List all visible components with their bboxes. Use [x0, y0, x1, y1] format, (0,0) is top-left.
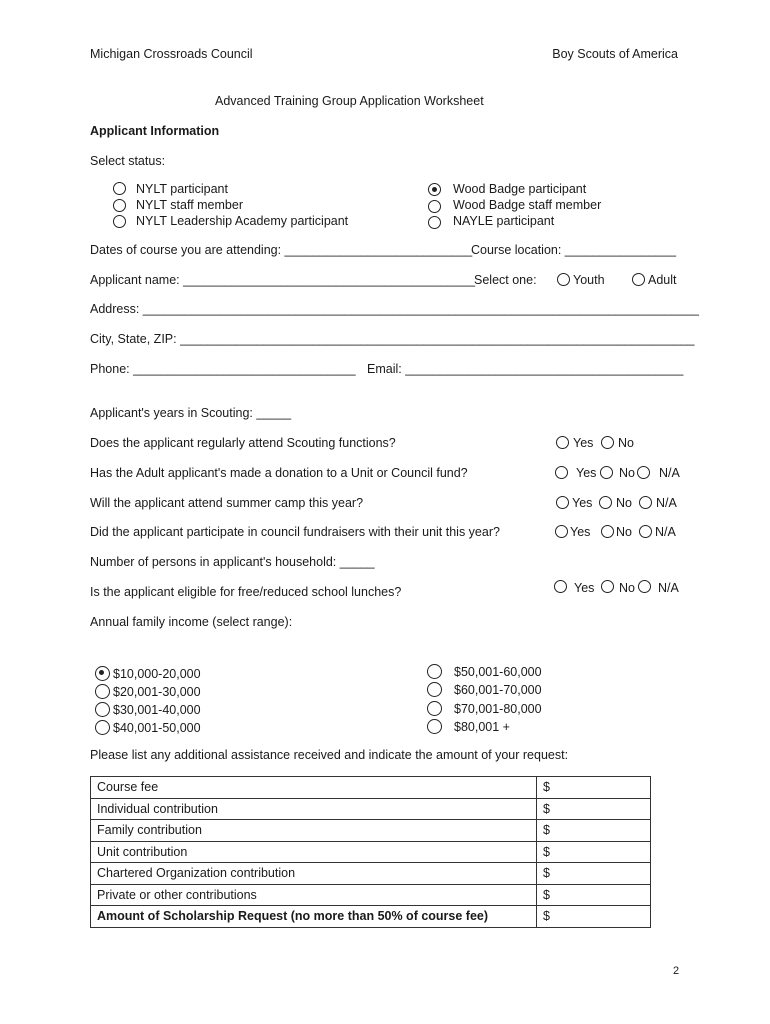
status-label-nylt-academy: NYLT Leadership Academy participant — [136, 214, 349, 228]
income-label-20001-30000: $20,001-30,000 — [113, 685, 201, 699]
row-label-course-fee: Course fee — [91, 777, 537, 799]
q1-yes-radio[interactable] — [556, 436, 569, 449]
income-radio-20001-30000[interactable] — [95, 684, 110, 699]
amount-private[interactable]: $ — [537, 884, 651, 906]
status-label-wood-badge-participant: Wood Badge participant — [453, 182, 587, 196]
youth-label: Youth — [573, 273, 605, 287]
q4-na-radio[interactable] — [639, 525, 652, 538]
question-fundraisers: Did the applicant participate in council fundraisers with their unit this year? — [90, 525, 500, 539]
row-label-individual: Individual contribution — [91, 798, 537, 820]
applicant-name-field[interactable]: Applicant name: __________________________________________ — [90, 273, 476, 287]
adult-label: Adult — [648, 273, 677, 287]
header-bsa: Boy Scouts of America — [552, 47, 678, 61]
status-label-nayle: NAYLE participant — [453, 214, 555, 228]
income-label-10000-20000: $10,000-20,000 — [113, 667, 201, 681]
status-radio-nylt-staff[interactable] — [113, 199, 126, 212]
amount-individual[interactable]: $ — [537, 798, 651, 820]
income-label-60001-70000: $60,001-70,000 — [454, 683, 542, 697]
income-label-80001-plus: $80,001 + — [454, 720, 510, 734]
table-row — [91, 820, 651, 842]
q4-yes-radio[interactable] — [555, 525, 568, 538]
status-radio-nylt-participant[interactable] — [113, 182, 126, 195]
q3-na-radio[interactable] — [639, 496, 652, 509]
question-lunches: Is the applicant eligible for free/reduced school lunches? — [90, 585, 402, 599]
amount-unit[interactable]: $ — [537, 841, 651, 863]
q4-yes-label: Yes — [570, 525, 591, 539]
table-row-total — [91, 906, 651, 928]
table-row — [91, 777, 651, 799]
income-radio-70001-80000[interactable] — [427, 701, 442, 716]
q2-no-label: No — [619, 466, 635, 480]
status-radio-wood-badge-participant[interactable] — [428, 183, 441, 196]
income-label-50001-60000: $50,001-60,000 — [454, 665, 542, 679]
status-prompt: Select status: — [90, 154, 166, 168]
income-radio-10000-20000[interactable] — [95, 666, 110, 681]
q2-no-radio[interactable] — [600, 466, 613, 479]
income-radio-80001-plus[interactable] — [427, 719, 442, 734]
income-radio-40001-50000[interactable] — [95, 720, 110, 735]
status-label-wood-badge-staff: Wood Badge staff member — [453, 198, 602, 212]
dates-field[interactable]: Dates of course you are attending: ___________________________ — [90, 243, 473, 257]
q5-na-radio[interactable] — [638, 580, 651, 593]
q5-yes-radio[interactable] — [554, 580, 567, 593]
q3-na-label: N/A — [656, 496, 677, 510]
q5-na-label: N/A — [658, 581, 679, 595]
q2-na-label: N/A — [659, 466, 680, 480]
income-radio-30001-40000[interactable] — [95, 702, 110, 717]
row-label-unit: Unit contribution — [91, 841, 537, 863]
location-field[interactable]: Course location: ________________ — [471, 243, 677, 257]
email-field[interactable]: Email: ________________________________________ — [367, 362, 684, 376]
status-radio-wood-badge-staff[interactable] — [428, 200, 441, 213]
household-field[interactable]: Number of persons in applicant's household: _____ — [90, 555, 375, 569]
q4-no-label: No — [616, 525, 632, 539]
row-label-chartered-org: Chartered Organization contribution — [91, 863, 537, 885]
amount-chartered-org[interactable]: $ — [537, 863, 651, 885]
q3-no-radio[interactable] — [599, 496, 612, 509]
page-number: 2 — [673, 965, 680, 977]
status-label-nylt-staff: NYLT staff member — [136, 198, 243, 212]
q3-yes-label: Yes — [572, 496, 593, 510]
question-donation: Has the Adult applicant's made a donation to a Unit or Council fund? — [90, 466, 468, 480]
status-radio-nayle[interactable] — [428, 216, 441, 229]
page-title: Advanced Training Group Application Worksheet — [215, 94, 484, 108]
section-heading: Applicant Information — [90, 124, 220, 138]
amount-scholarship-request[interactable]: $ — [537, 906, 651, 928]
income-label-30001-40000: $30,001-40,000 — [113, 703, 201, 717]
amount-family[interactable]: $ — [537, 820, 651, 842]
q2-yes-radio[interactable] — [555, 466, 568, 479]
q3-no-label: No — [616, 496, 632, 510]
q4-na-label: N/A — [655, 525, 676, 539]
row-label-scholarship-request: Amount of Scholarship Request (no more than 50% of course fee) — [91, 906, 537, 928]
table-row — [91, 863, 651, 885]
select-one-label: Select one: — [474, 273, 537, 287]
youth-radio[interactable] — [557, 273, 570, 286]
amount-course-fee[interactable]: $ — [537, 777, 651, 799]
city-state-zip-field[interactable]: City, State, ZIP: __________________________________________________________________________ — [90, 332, 695, 346]
income-radio-60001-70000[interactable] — [427, 682, 442, 697]
assistance-prompt: Please list any additional assistance received and indicate the amount of your request: — [90, 748, 569, 762]
status-label-nylt-participant: NYLT participant — [136, 182, 228, 196]
phone-field[interactable]: Phone: ________________________________ — [90, 362, 356, 376]
q3-yes-radio[interactable] — [556, 496, 569, 509]
question-summer-camp: Will the applicant attend summer camp this year? — [90, 496, 364, 510]
income-label-70001-80000: $70,001-80,000 — [454, 702, 542, 716]
assistance-table — [90, 776, 651, 928]
table-row — [91, 841, 651, 863]
income-prompt: Annual family income (select range): — [90, 615, 293, 629]
address-field[interactable]: Address: ________________________________________________________________________________ — [90, 302, 699, 316]
q1-no-label: No — [618, 436, 634, 450]
table-row — [91, 884, 651, 906]
status-radio-nylt-academy[interactable] — [113, 215, 126, 228]
table-row — [91, 798, 651, 820]
q2-na-radio[interactable] — [637, 466, 650, 479]
q5-yes-label: Yes — [574, 581, 595, 595]
adult-radio[interactable] — [632, 273, 645, 286]
q2-yes-label: Yes — [576, 466, 597, 480]
row-label-family: Family contribution — [91, 820, 537, 842]
q1-yes-label: Yes — [573, 436, 594, 450]
q5-no-radio[interactable] — [601, 580, 614, 593]
question-attend-functions: Does the applicant regularly attend Scouting functions? — [90, 436, 396, 450]
row-label-private: Private or other contributions — [91, 884, 537, 906]
years-in-scouting-field[interactable]: Applicant's years in Scouting: _____ — [90, 406, 292, 420]
q4-no-radio[interactable] — [601, 525, 614, 538]
q5-no-label: No — [619, 581, 635, 595]
q1-no-radio[interactable] — [601, 436, 614, 449]
header-council: Michigan Crossroads Council — [90, 47, 253, 61]
income-label-40001-50000: $40,001-50,000 — [113, 721, 201, 735]
income-radio-50001-60000[interactable] — [427, 664, 442, 679]
